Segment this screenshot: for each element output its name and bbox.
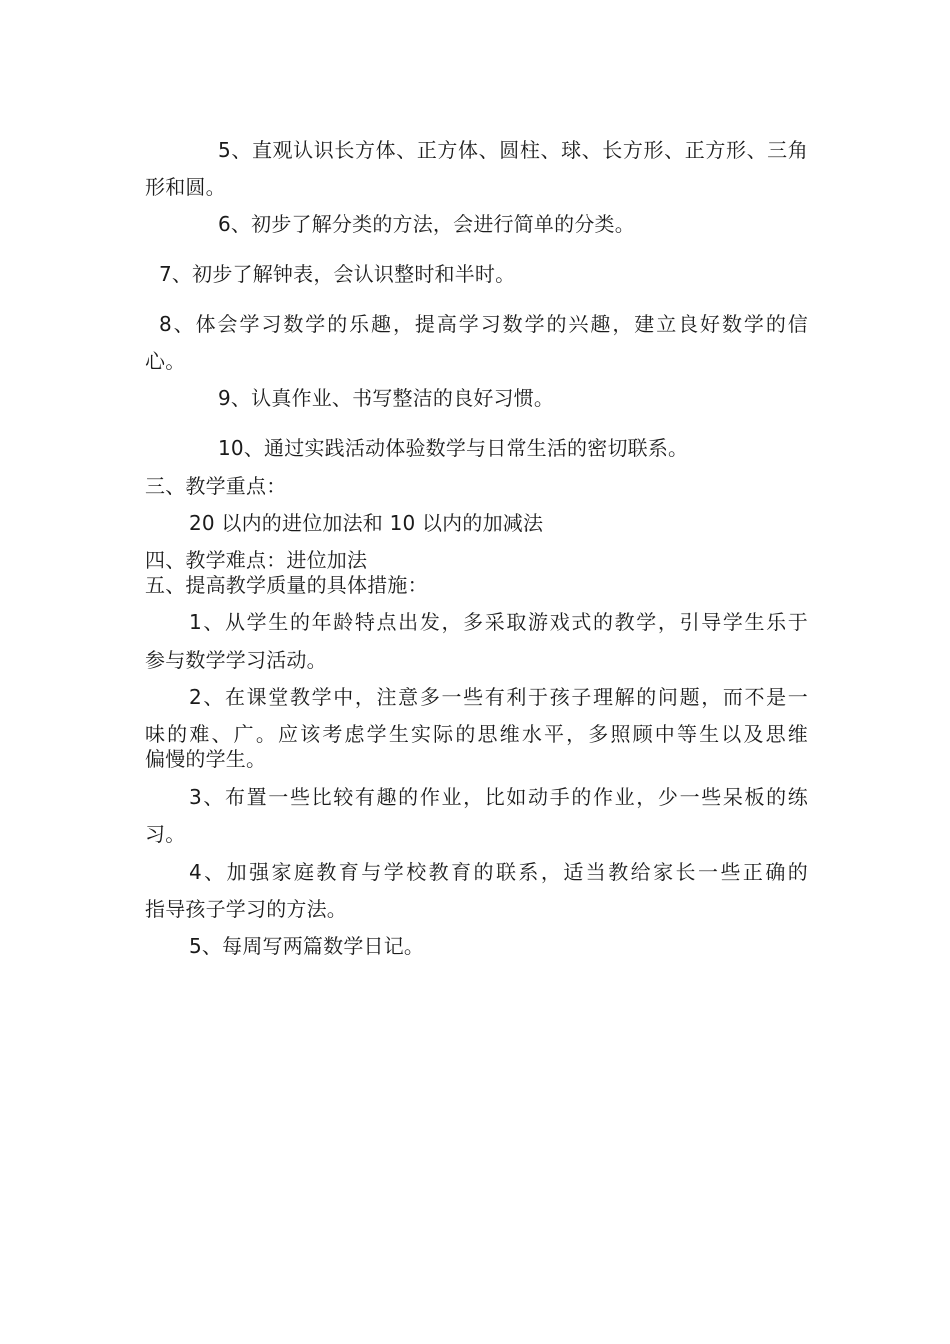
key-points-content: 20 以内的进位加法和 10 以内的加减法 — [189, 511, 544, 535]
measure-2-line-1: 2、在课堂教学中，注意多一些有利于孩子理解的问题，而不是一 — [189, 685, 808, 709]
difficulty-line: 四、教学难点：进位加法 — [145, 548, 368, 572]
goal-8-line-2: 心。 — [145, 349, 186, 373]
measure-5: 5、每周写两篇数学日记。 — [189, 934, 425, 958]
measure-1-line-2: 参与数学学习活动。 — [145, 648, 327, 672]
goal-7: 7、初步了解钟表，会认识整时和半时。 — [159, 262, 516, 286]
key-points-heading: 三、教学重点： — [145, 474, 287, 498]
goal-5-line-2: 形和圆。 — [145, 175, 226, 199]
measure-1-line-1: 1、从学生的年龄特点出发，多采取游戏式的教学，引导学生乐于 — [189, 610, 808, 634]
goal-10: 10、通过实践活动体验数学与日常生活的密切联系。 — [218, 436, 689, 460]
goal-8-line-1: 8、体会学习数学的乐趣，提高学习数学的兴趣，建立良好数学的信 — [159, 312, 808, 336]
measure-4-line-2: 指导孩子学习的方法。 — [145, 897, 347, 921]
measures-heading: 五、提高教学质量的具体措施： — [145, 573, 428, 597]
goal-9: 9、认真作业、书写整洁的良好习惯。 — [218, 386, 555, 410]
goal-5-line-1: 5、直观认识长方体、正方体、圆柱、球、长方形、正方形、三角 — [218, 138, 808, 162]
measure-2-line-3: 偏慢的学生。 — [145, 747, 267, 771]
measure-4-line-1: 4、加强家庭教育与学校教育的联系，适当教给家长一些正确的 — [189, 860, 808, 884]
measure-3-line-1: 3、布置一些比较有趣的作业，比如动手的作业，少一些呆板的练 — [189, 785, 808, 809]
goal-6: 6、初步了解分类的方法，会进行简单的分类。 — [218, 212, 635, 236]
measure-2-line-2: 味的难、广。应该考虑学生实际的思维水平，多照顾中等生以及思维 — [145, 722, 808, 746]
measure-3-line-2: 习。 — [145, 822, 186, 846]
